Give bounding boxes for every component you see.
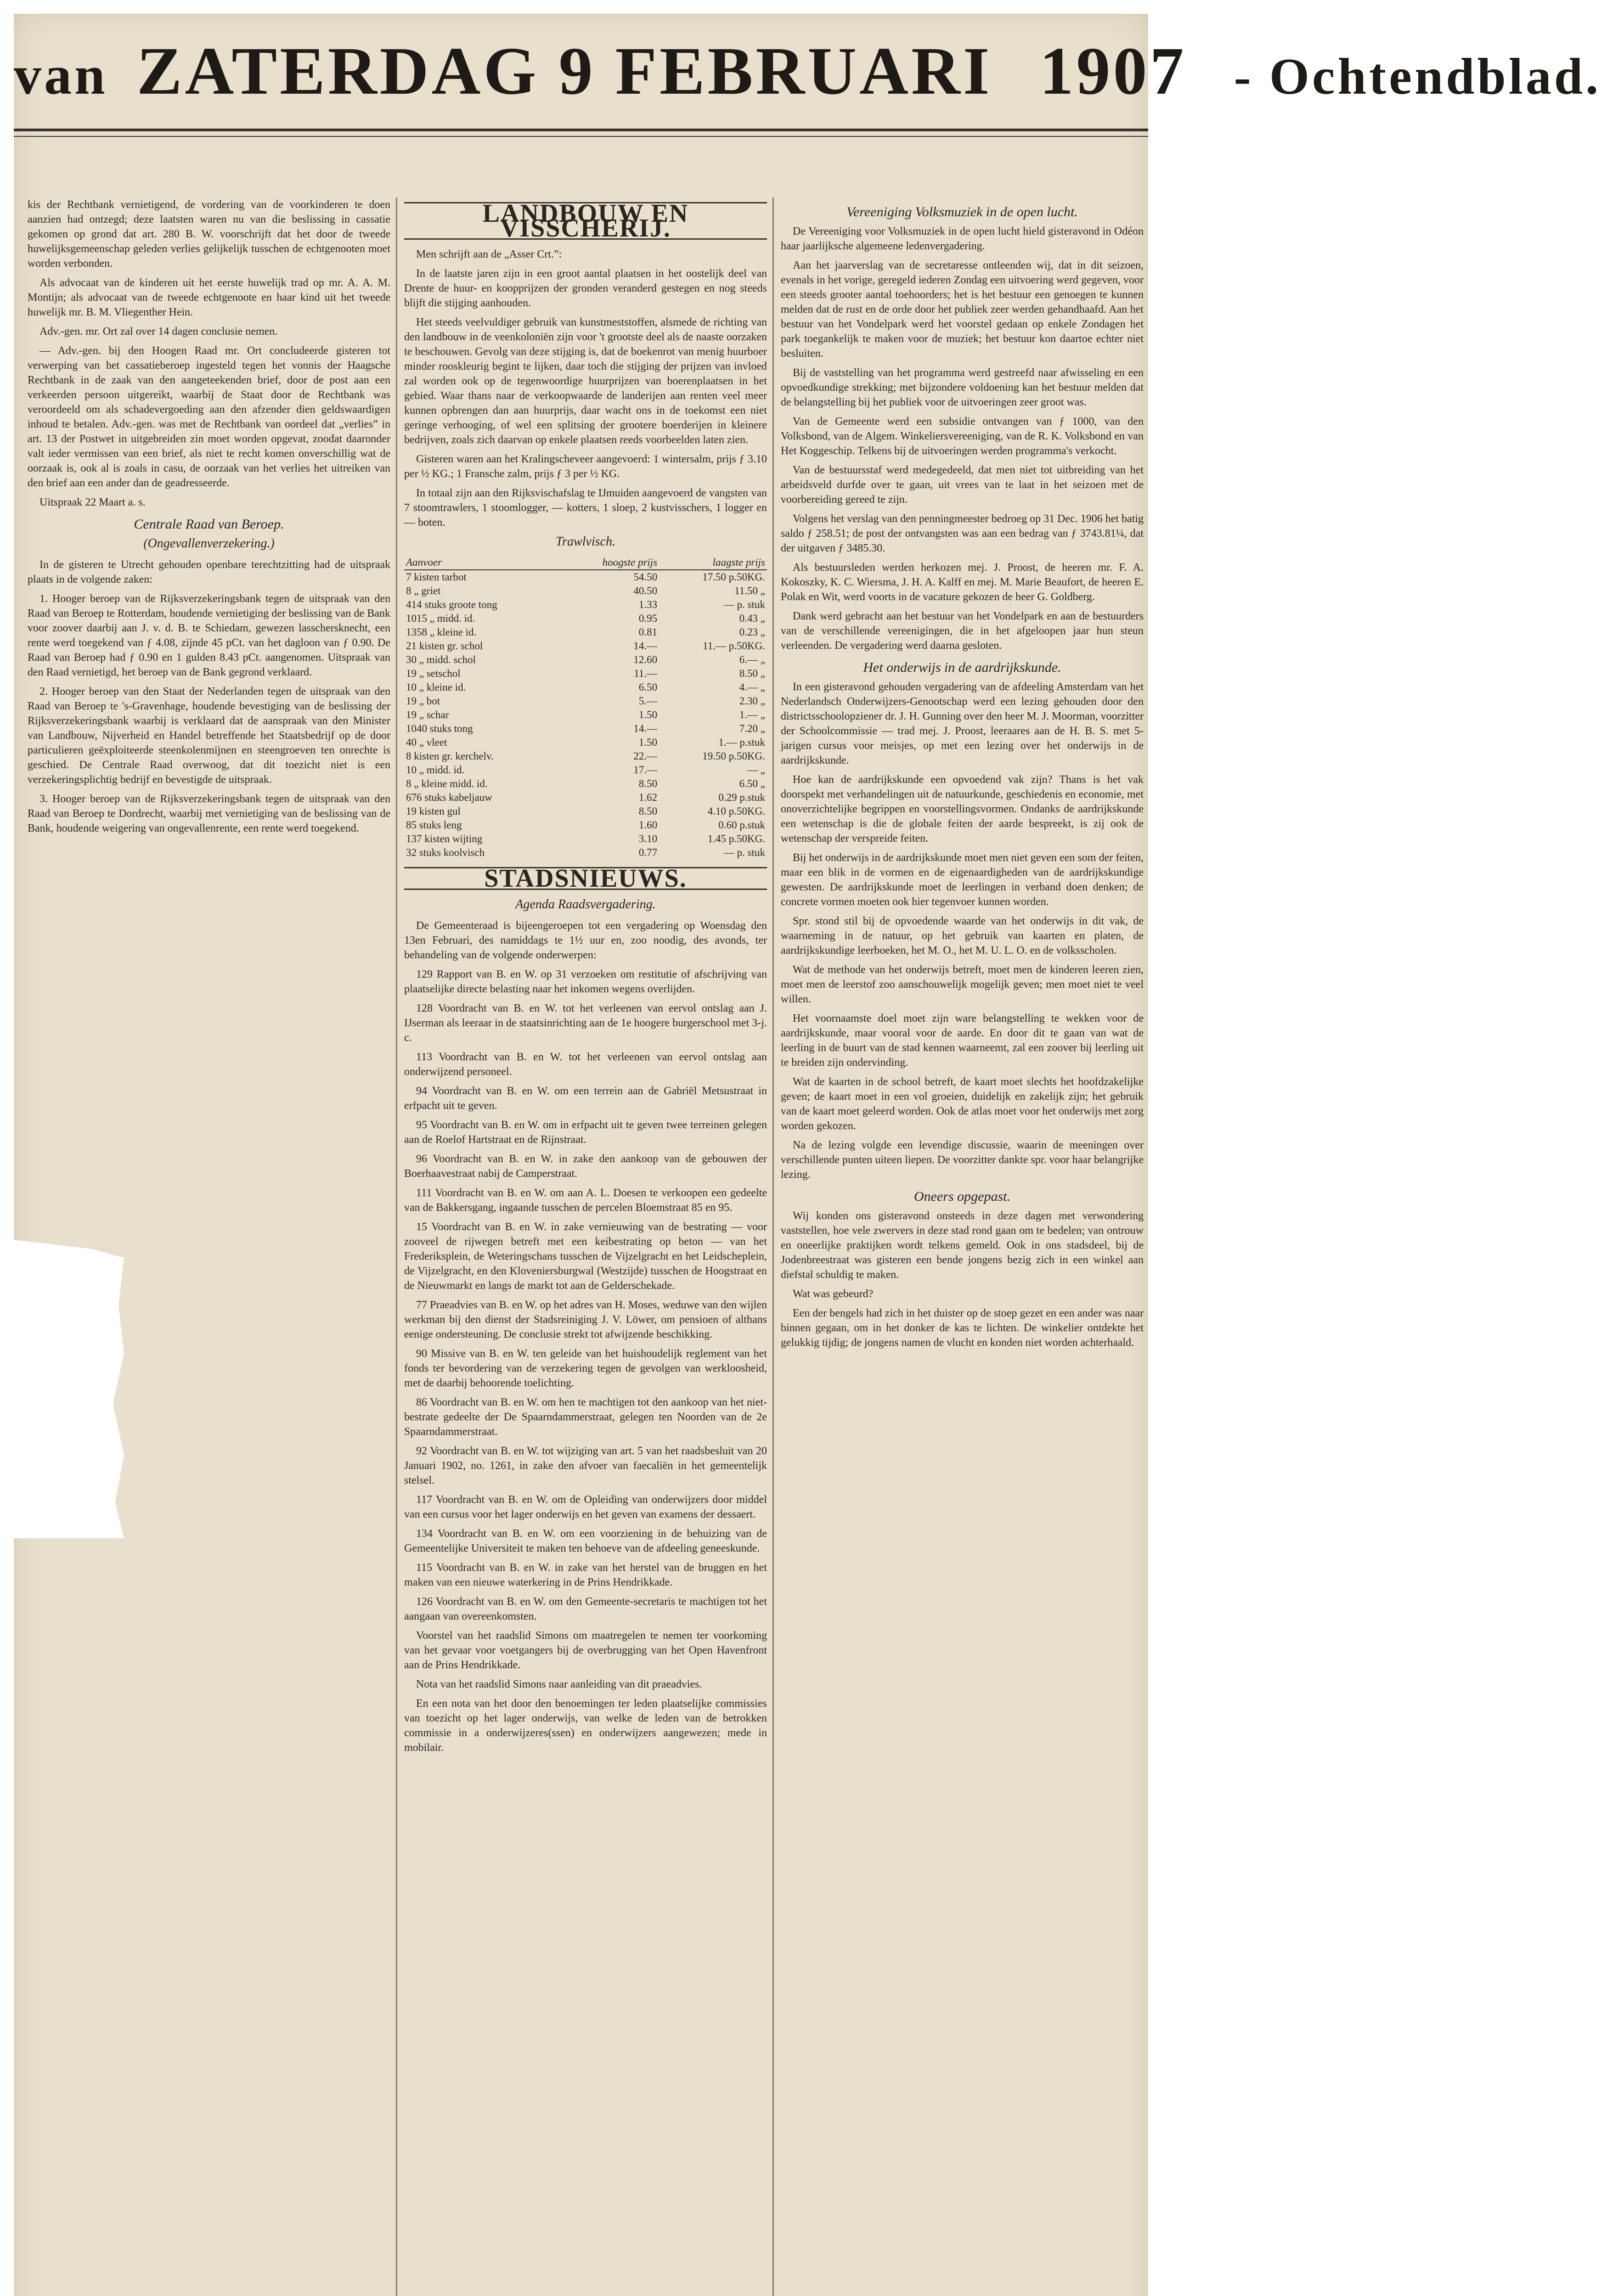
col2-paragraph: Nota van het raadslid Simons naar aanleiding van dit praeadvies. [416,1678,702,1690]
market-row [404,667,767,681]
col2-paragraph: 113 Voordracht van B. en W. tot het verleenen van eervol ontslag aan onderwijzend personeel. [404,1051,767,1078]
col3-paragraph: De Vereeniging voor Volksmuziek in de open lucht hield gisteravond in Odéon haar jaarlijksche algemeene ledenvergadering. [781,225,1144,252]
market-cell: 40.50 [633,585,658,597]
market-cell: 414 stuks groote tong [406,599,497,610]
col2-paragraph: In de laatste jaren zijn in een groot aantal plaatsen in het oostelijk deel van Drente de huur- en koopprijzen der gronden veranderd gestegen en nog steeds blijft die stijging aanhouden. [404,268,767,309]
col2-paragraph: 128 Voordracht van B. en W. tot het verleenen van eervol ontslag aan J. IJserman als leeraar in de staatsinrichting aan de 1e hoogere burgerschool met 3-j. c. [404,1002,767,1044]
col3-paragraph: Spr. stond stil bij de opvoedende waarde van het onderwijs in dit vak, de waarneming in de natuur, op het gebruik van kaarten en platen, de aardrijkskundige leerboeken, het M. O., het M. U. L. O. en de volksscholen. [781,915,1144,957]
heading-oplettende: Oneers opgepast. [914,1189,1010,1204]
market-cell: 22.— [633,750,658,762]
masthead-rule-top [14,129,1148,131]
market-cell: 40 „ vleet [406,737,447,748]
col1-paragraph: 3. Hooger beroep van de Rijksverzekeringsbank tegen de uitspraak van den Raad van Beroep te Dordrecht, waarbij met vernietiging van de beslissing van de Bank, houdende weigering van ongevallenrente, een rente werd toegekend. [28,793,390,834]
col3-paragraph: Wat de kaarten in de school betreft, de kaart moet slechts het hoofdzakelijke geven; de kaart moet in een vol groeien, duidelijk en zakelijk zijn; het gebruik van de kaart moet geleerd worden. Ook de atlas moet voor het onderwijs met zorg worden gekozen. [781,1076,1144,1132]
market-cell: 10 „ midd. id. [406,764,465,776]
market-cell [558,736,564,749]
market-cell: — p. stuk [723,847,765,858]
col2-paragraph: 15 Voordracht van B. en W. in zake vernieuwing van de bestrating — voor zooveel de rijwegen betreft met een keibestrating op beton — van het Frederiksplein, de Weteringschans tusschen de Vijzelgracht en het Leidscheplein, de Vijzelgracht, en den Kloveniersburgwal (Westzijde) tusschen de Hoogstraat en de Nieuwmarkt en langs de markt tot aan de Gelderschekade. [404,1221,767,1292]
col1-paragraph: Adv.-gen. mr. Ort zal over 14 dagen conclusie nemen. [39,326,278,338]
market-cell: 11.— p.50KG. [703,640,765,652]
col1-paragraph: 1. Hooger beroep van de Rijksverzekeringsbank tegen de uitspraak van den Raad van Beroep te Rotterdam, houdende vernietiging der beslissing van de Bank voor zoover daarbij aan J. v. d. B. te Schiedam, gewezen lasschersknecht, een rente werd toegekend van ƒ 4.08, zijnde 45 pCt. van het dagloon van ƒ 0.90. De Raad van Beroep had ƒ 0.90 en 1 gulden 8.43 pCt. aangenomen. Uitspraak van den Raad vernietigd, het beroep van de Bank gegrond verklaard. [28,593,390,678]
heading-stadsnieuws: STADSNIEUWS. [404,867,767,890]
subheading-agenda: Agenda Raadsvergadering. [515,897,656,912]
market-cell [558,681,564,694]
market-cell: 2.30 „ [739,695,765,707]
market-header-cell: hoogste prijs [564,556,659,570]
market-cell [558,722,564,736]
col3-paragraph: Van de Gemeente werd een subsidie ontvangen van ƒ 1000, van den Volksbond, van de Algem. Winkeliersvereeniging, van de R. K. Volksbond en van Het Koggeschip. Telkens bij de uitvoeringen werden programma's verkocht. [781,416,1144,457]
market-cell: 0.95 [638,613,658,624]
market-cell: 0.29 p.stuk [718,792,765,803]
col2-paragraph: 96 Voordracht van B. en W. in zake den aankoop van de gebouwen der Boerhaavestraat nabij de Camperstraat. [404,1153,767,1180]
market-cell: 4.10 p.50KG. [707,805,765,817]
market-cell: 137 kisten wijting [406,833,483,844]
col2-paragraph: En een nota van het door den benoemingen ter leden plaatselijke commissies van toezicht op het lager onderwijs, van welke de leden van de betrokken commissie in a onderwijzeres(ssen) en onderwijzers aangewezen; mede in mobilair. [404,1698,767,1754]
col3-paragraph: Wij konden ons gisteravond onsteeds in deze dagen met verwondering vaststellen, hoe vele zwervers in deze stad rond gaan om te bedelen; van ontrouw en oneerlijke praktijken wordt telkens gemeld. Ook in ons stadsdeel, bij de Jodenbreestraat was gisteren een bende jongens bezig zich in een winkel aan diefstal schuldig te maken. [781,1210,1144,1281]
market-cell: 0.23 „ [739,626,765,638]
col2-paragraph: In totaal zijn aan den Rijksvischafslag te IJmuiden aangevoerd de vangsten van 7 stoomtrawlers, 1 stoomlogger, — kotters, 1 sloep, 2 kustvisschers, 1 logger en — boten. [404,487,767,529]
market-cell: 14.— [633,640,658,652]
col3-paragraph: Hoe kan de aardrijkskunde een opvoedend vak zijn? Thans is het vak doorspekt met verhandelingen uit de natuurkunde, geschiedenis en economie, met onoverzichtelijke begrippen en voorstellingsvormen. Ondanks de aardrijkskunde een wetenschap is die de globale feiten der aarde bespreekt, is zij ook de wetenschap der verspreide feiten. [781,774,1144,844]
market-cell: 14.— [633,723,658,734]
market-cell: 1.50 [638,737,658,748]
market-row [404,625,767,639]
market-cell: 8 kisten gr. kerchelv. [406,750,494,762]
market-cell: 54.50 [633,571,658,583]
col2-paragraph: 90 Missive van B. en W. ten geleide van het huishoudelijk reglement van het fonds ter bevordering van de verzekering tegen de gevolgen van werkloosheid, met de daarbij behoorende toelichting. [404,1348,767,1389]
market-cell: 11.50 „ [734,585,765,597]
market-row [404,570,767,584]
col3-paragraph: Bij de vaststelling van het programma werd gestreefd naar afwisseling en een opvoedkundige strekking; met bijzondere voldoening kan het bestuur melden dat de belangstelling bij het publiek voor de uitvoeringen zeer groot was. [781,367,1144,408]
clipping-top-edge [14,0,1148,14]
masthead-date: ZATERDAG 9 FEBRUARI [136,34,992,109]
market-cell: 19 kisten gul [406,805,461,817]
col1-paragraph: Uitspraak 22 Maart a. s. [39,496,146,508]
market-row [404,832,767,846]
market-row [404,791,767,805]
market-cell: 8.50 „ [739,668,765,679]
col3-paragraph: Dank werd gebracht aan het bestuur van het Vondelpark en aan de bestuurders van de verschillende vereenigingen, die in het afgeloopen jaar hun steun verleenden. De vergadering werd daarna gesloten. [781,610,1144,652]
column-divider-2 [772,197,774,2296]
market-cell: 1.— p.stuk [718,737,765,748]
heading-landbouw: LANDBOUW EN VISSCHERIJ. [404,202,767,240]
col2-paragraph: 94 Voordracht van B. en W. om een terrein aan de Gabriël Metsustraat in erfpacht uit te geven. [404,1085,767,1112]
market-cell: 0.60 p.stuk [718,819,765,831]
col2-paragraph: 126 Voordracht van B. en W. om den Gemeente-secretaris te machtigen tot het aangaan van overeenkomsten. [404,1596,767,1622]
market-cell: 0.77 [638,847,658,858]
market-cell: 3.10 [638,833,658,844]
market-cell [558,653,564,667]
market-row [404,612,767,625]
market-cell [558,832,564,846]
col2-paragraph: 129 Rapport van B. en W. op 31 verzoeken om restitutie of afschrijving van plaatselijke directe belasting naar het inkomen wegens overlijden. [404,968,767,995]
market-row [404,694,767,708]
market-cell [558,777,564,791]
market-row [404,708,767,722]
market-cell: 17.— [633,764,658,776]
col3-paragraph: Een der bengels had zich in het duister op de stoep gezet en een ander was naar binnen gegaan, om in het donker de kas te lichten. De winkelier ontdekte het gelukkig tijdig; de jongens namen de vlucht en konden niet worden achterhaald. [781,1307,1144,1349]
col1-paragraph: kis der Rechtbank vernietigend, de vordering van de voorkinderen te doen aanzien had ontzegd; deze laatsten waren nu van die beslissing in cassatie gekomen op grond dat art. 280 B. W. voorschrijft dat het door de tweede huwelijksgemeenschap geleden verlies gelijkelijk tusschen de echtgenooten moet worden verbonden. [28,199,390,270]
market-cell: 19 „ schar [406,709,449,720]
column-3 [781,197,1144,1355]
market-cell: 19 „ setschol [406,668,461,679]
masthead-year: 1907 [1039,34,1187,109]
market-cell: 0.81 [638,626,658,638]
col3-paragraph: Het voornaamste doel moet zijn ware belangstelling te wekken voor de aardrijkskunde, maar vooral voor de aarde. En door dit te gaan van wat de leerling in de buurt van de stad kennen waarneemt, zal een zoover bij leerling uit te breiden zijn ondervinding. [781,1013,1144,1069]
market-cell: 8 „ kleine midd. id. [406,778,488,789]
market-cell: 21 kisten gr. schol [406,640,483,652]
market-cell: 1.45 p.50KG. [707,833,765,844]
market-cell: 1.33 [638,599,658,610]
col3-paragraph: Bij het onderwijs in de aardrijkskunde moet men niet geven een som der feiten, maar een blik in de vormen en de eigenaardigheden van de aardrijkskundige gewesten. De aardrijkskunde moet de leerlingen in verband doen denken; de concrete vormen moeten ook hier tegenvoer kunnen worden. [781,852,1144,908]
col2-paragraph: De Gemeenteraad is bijeengeroepen tot een vergadering op Woensdag den 13en Februari, des namiddags te 1½ uur en, zoo noodig, des avonds, ter behandeling van de volgende onderwerpen: [404,920,767,961]
col2-paragraph: 117 Voordracht van B. en W. om de Opleiding van onderwijzers door middel van een cursus voor het lager onderwijs en het geven van examens der dessaert. [404,1494,767,1520]
market-cell [558,598,564,612]
market-cell: 1358 „ kleine id. [406,626,477,638]
market-cell: 1.60 [638,819,658,831]
market-cell: 7.20 „ [739,723,765,734]
col2-paragraph: 134 Voordracht van B. en W. om een voorziening in de behuizing van de Gemeentelijke Universiteit te maken ten behoeve van de afdeeling geneeskunde. [404,1528,767,1554]
heading-centrale-raad: Centrale Raad van Beroep. [134,517,284,532]
subheading-ongevallen: (Ongevallenverzekering.) [143,536,275,551]
col2-paragraph: 111 Voordracht van B. en W. om aan A. L. Doesen te verkoopen een gedeelte van de Bakkersgang, ingaande tusschen de percelen Bloemstraat 85 en 95. [404,1187,767,1214]
market-header-row [404,556,767,570]
market-cell: 1040 stuks tong [406,723,473,734]
column-1 [28,197,390,840]
col2-paragraph: 77 Praeadvies van B. en W. op het adres van H. Moses, weduwe van den wijlen werkman bij den dienst der Stadsreiniging J. V. Löwer, om pensioen of althans eenige ondersteuning. De conclusie strekt tot afwijzende beschikking. [404,1299,767,1340]
market-row [404,846,767,860]
masthead-prefix: van [14,45,108,106]
market-cell [558,846,564,860]
market-row [404,653,767,667]
col2-paragraph: Voorstel van het raadslid Simons om maatregelen te nemen ter voorkoming van het gevaar voor voetgangers bij de overbrugging van het Open Havenfront aan de Prins Hendrikkade. [404,1630,767,1671]
market-cell: 12.60 [633,654,658,665]
market-cell: 8.50 [638,778,658,789]
col1-paragraph: Als advocaat van de kinderen uit het eerste huwelijk trad op mr. A. A. M. Montijn; als advocaat van de tweede echtgenoote en haar kind uit het tweede huwelijk mr. B. M. Vliegenther Hein. [28,277,390,318]
market-cell: 8 „ griet [406,585,441,597]
market-cell: 676 stuks kabeljauw [406,792,492,803]
market-cell [558,749,564,763]
col3-paragraph: Van de bestuursstaf werd medegedeeld, dat men niet tot uitbreiding van het arbeidsveld durfde over te gaan, uit vrees van te laat in het seizoen met de voorbereiding gereed te zijn. [781,464,1144,506]
col1-paragraph: 2. Hooger beroep van den Staat der Nederlanden tegen de uitspraak van den Raad van Beroep te 's-Gravenhage, houdende bevestiging van de beslissing der Rijksverzekeringsbank waarbij is verklaard dat de aanspraak van den Minister van Landbouw, Nijverheid en Handel betreffende het Staatsbedrijf op de door particulieren geëxploiteerde steenkolenmijnen en steengroeven ten onrechte is geschied. De Centrale Raad overwoog, dat dit toezicht niet is een verzekeringsplichtig bedrijf en bevestigde de uitspraak. [28,686,390,786]
market-header-cell: laagste prijs [659,556,767,570]
market-cell [558,694,564,708]
col2-paragraph: 115 Voordracht van B. en W. in zake van het herstel van de bruggen en het maken van een nieuwe waterkering in de Prins Hendrikkade. [404,1562,767,1588]
market-row [404,722,767,736]
col2-paragraph: Men schrijft aan de „Asser Crt.”: [416,248,562,260]
column-divider-1 [396,197,397,2296]
market-cell: 11.— [634,668,658,679]
col1-paragraph: — Adv.-gen. bij den Hoogen Raad mr. Ort concludeerde gisteren tot verwerping van het cassatieberoep ingesteld tegen het vonnis der Haagsche Rechtbank in de zaak van den aangeteekenden brief, door de post aan een verkeerden persoon uitgereikt, waarbij de Staat door de Rechtbank was veroordeeld om als schadevergoeding aan den afzender dien geldswaardigen inhoud te betalen. Adv.-gen. was met de Rechtbank van oordeel dat „verlies” in art. 13 der Postwet in uitgebreiden zin moet worden opgevat, zoodat daaronder valt ieder vermissen van een brief, als niet te recht komen onverschillig wat de oorzaak is, ook al is zoals in casu, de oorzaak van het verlies het uitreiken van den brief aan een ander dan de geadresseerde. [28,345,390,489]
market-cell [558,612,564,625]
market-row [404,598,767,612]
market-heading: Trawlvisch. [556,535,615,549]
market-cell: 1.50 [638,709,658,720]
market-cell: 32 stuks koolvisch [406,847,485,858]
market-cell [558,584,564,598]
col3-paragraph: Wat was gebeurd? [793,1288,874,1300]
market-cell [558,791,564,805]
market-cell [558,708,564,722]
masthead [14,32,1601,115]
market-cell: — „ [747,764,765,776]
market-cell: 17.50 p.50KG. [702,571,765,583]
market-row [404,736,767,749]
market-row [404,639,767,653]
col3-paragraph: Aan het jaarverslag van de secretaresse ontleenden wij, dat in dit seizoen, evenals in het vorige, geregeld iederen Zondag een uitvoering werd gegeven, voor een steeds grooter aantal toehoorders; het is het bestuur een genoegen te kunnen melden dat de rust en de orde door het publiek zeer werden gehandhaafd. Aan het bestuur van het Vondelpark werd het voorstel gedaan op enkele Zondagen het park toegankelijk te maken voor de muziek; het bestuur kon daartoe echter niet besluiten. [781,259,1144,360]
market-cell: 8.50 [638,805,658,817]
market-row [404,777,767,791]
market-cell: 30 „ midd. schol [406,654,476,665]
market-cell: 85 stuks leng [406,819,462,831]
heading-volksmuziek: Vereeniging Volksmuziek in de open lucht. [846,204,1078,219]
masthead-edition: - Ochtendblad. [1234,48,1601,105]
market-cell: 19.50 p.50KG. [702,750,765,762]
col3-paragraph: Volgens het verslag van den penningmeester bedroeg op 31 Dec. 1906 het batig saldo ƒ 258.51; de post der ontvangsten was aan een bedrag van ƒ 3743.81¼, dat der uitgaven ƒ 3485.30. [781,513,1144,554]
market-cell: 6.50 [638,681,658,693]
heading-aardrijkskunde: Het onderwijs in de aardrijkskunde. [863,660,1061,675]
market-cell: 10 „ kleine id. [406,681,466,693]
col3-paragraph: Wat de methode van het onderwijs betreft, moet men de kinderen leeren zien, moet men de leerstof zoo aanschouwelijk mogelijk geven; men moet niet te veel willen. [781,964,1144,1005]
market-row [404,749,767,763]
market-cell [558,667,564,681]
market-row [404,763,767,777]
market-header-cell [558,556,564,570]
market-row [404,818,767,832]
col3-paragraph: In een gisteravond gehouden vergadering van de afdeeling Amsterdam van het Nederlandsch Onderwijzers-Genootschap werd een lezing gehouden door den districtsschoolopziener dr. J. H. Gunning over den heer M. J. Moorman, voorzitter der Schoolcommissie — trad mej. J. Proost, leeraares aan de H. B. S. met 5-jarigen cursus voor meisjes, op met een lezing over het onderwijs in de aardrijkskunde. [781,681,1144,766]
market-cell: 19 „ bot [406,695,440,707]
market-row [404,805,767,818]
market-cell: 6.— „ [739,654,765,665]
masthead-rule-bottom [14,136,1148,137]
fish-market-table [404,556,767,860]
market-cell: 1.62 [638,792,658,803]
market-cell [558,570,564,584]
col3-paragraph: Na de lezing volgde een levendige discussie, waarin de meeningen over verschillende punten uiteen liepen. De voorzitter dankte spr. voor haar belangrijke lezing. [781,1139,1144,1181]
market-cell: 1.— „ [739,709,765,720]
market-cell: 6.50 „ [739,778,765,789]
market-cell [558,639,564,653]
torn-paper-gap [14,1240,124,1538]
col2-paragraph: Het steeds veelvuldiger gebruik van kunstmeststoffen, alsmede de richting van den landbouw in de veenkoloniën zijn voor 't grootste deel als de naaste oorzaken te beschouwen. Gevolg van deze stijging is, dat de boekenrot van menig huurboer minder rooskleurig begint te lijken, daar toch die stijging der prijzen van invloed zal worden ook op de tegenwoordige huurprijzen van boerenplaatsen in het gebied. Waar thans naar de verkoopwaarde de landerijen aan renten veel meer kunnen opbrengen dan aan huurprijs, daar wacht ons in de toekomst een niet geringe verhooging, of wel een splitsing der grootere boerderijen in kleinere bedrijven, zoals zich daarvan op enkele plaatsen reeds voorbeelden laten zien. [404,316,767,446]
col2-paragraph: Gisteren waren aan het Kralingscheveer aangevoerd: 1 wintersalm, prijs ƒ 3.10 per ½ KG.; 1 Fransche zalm, prijs ƒ 3 per ½ KG. [404,453,767,480]
market-cell: 7 kisten tarbot [406,571,467,583]
market-cell: 5.— [638,695,658,707]
market-cell [558,763,564,777]
market-cell: 4.— „ [739,681,765,693]
market-row [404,584,767,598]
col2-paragraph: 95 Voordracht van B. en W. om in erfpacht uit te geven twee terreinen gelegen aan de Roelof Hartstraat en de Rijnstraat. [404,1119,767,1146]
market-cell [558,805,564,818]
market-header-cell: Aanvoer [404,556,558,570]
market-cell: 1015 „ midd. id. [406,613,475,624]
market-cell: 0.43 „ [739,613,765,624]
market-cell: — p. stuk [723,599,765,610]
column-2 [404,197,767,1760]
market-row [404,681,767,694]
col2-paragraph: 92 Voordracht van B. en W. tot wijziging van art. 5 van het raadsbesluit van 20 Januari 1902, no. 1261, in zake den afvoer van faecaliën in het gemeentelijk stelsel. [404,1445,767,1486]
col3-paragraph: Als bestuursleden werden herkozen mej. J. Proost, de heeren mr. F. A. Kokoszky, K. C. Wiersma, J. H. A. Kalff en mej. M. Marie Beaufort, de heeren E. Polak en Wit, werd voorts in de vacature gekozen de heer G. Goldberg. [781,562,1144,603]
market-cell [558,625,564,639]
col1-paragraph: In de gisteren te Utrecht gehouden openbare terechtzitting had de uitspraak plaats in de volgende zaken: [28,559,390,585]
col2-paragraph: 86 Voordracht van B. en W. om hen te machtigen tot den aankoop van het niet-bestrate gedeelte der De Spaarndammerstraat, gelegen ten Noorden van de 2e Spaarndammerstraat. [404,1396,767,1438]
market-cell [558,818,564,832]
